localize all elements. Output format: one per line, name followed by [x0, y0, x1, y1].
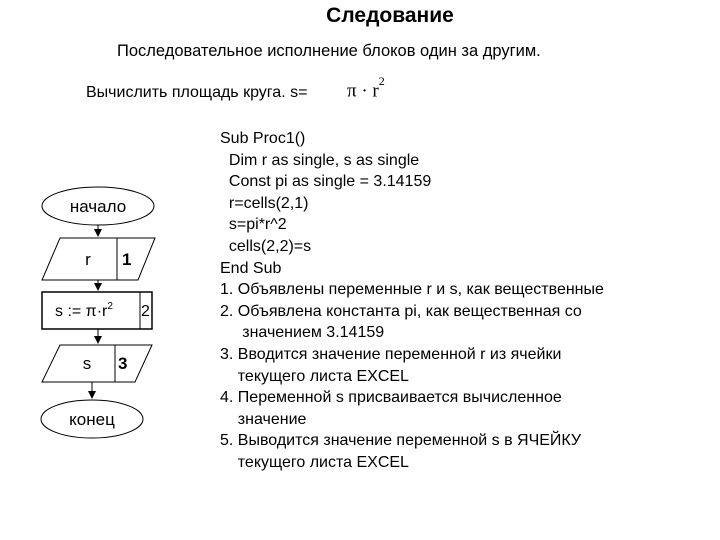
code-line: Const pi as single = 3.14159: [220, 173, 432, 191]
input-number: 1: [122, 250, 132, 269]
note-line: 1. Объявлены переменные r и s, как вещественные: [220, 281, 604, 299]
output-block: [42, 345, 152, 382]
output-number: 3: [118, 354, 128, 373]
input-label: r: [85, 250, 91, 269]
note-line: 5. Выводится значение переменной s в ЯЧЕЙКУ: [220, 432, 582, 450]
note-line: текущего листа EXCEL: [220, 453, 409, 471]
end-label: конец: [69, 410, 115, 429]
task-text: Вычислить площадь круга. s=: [86, 84, 308, 101]
code-line: cells(2,2)=s: [220, 237, 312, 255]
code-line: r=cells(2,1): [220, 194, 309, 212]
code-line: Dim r as single, s as single: [220, 151, 420, 169]
slide-title: Следование: [326, 4, 454, 27]
note-line: 3. Вводится значение переменной r из ячейки: [220, 345, 562, 363]
note-line: текущего листа EXCEL: [220, 367, 409, 385]
output-label: s: [82, 354, 92, 373]
input-block: [42, 238, 155, 280]
note-line: значение: [220, 410, 307, 428]
process-label: s := $\pi\cdot r^2$: [55, 301, 113, 320]
code-line: Sub Proc1(): [220, 130, 306, 147]
note-line: 2. Объявлена константа pi, как вещественная со: [220, 302, 582, 320]
start-label: начало: [69, 197, 127, 216]
note-line: 4. Переменной s присваивается вычисленное: [220, 389, 562, 407]
subtitle: Последовательное исполнение блоков один за другим.: [117, 42, 541, 60]
code-line: End Sub: [220, 259, 282, 277]
code-line: s=pi*r^2: [220, 216, 287, 234]
note-line: значением 3.14159: [220, 324, 385, 342]
formula-base: π · r: [347, 80, 379, 102]
formula-exponent: 2: [378, 74, 385, 88]
process-number: 2: [141, 303, 150, 320]
